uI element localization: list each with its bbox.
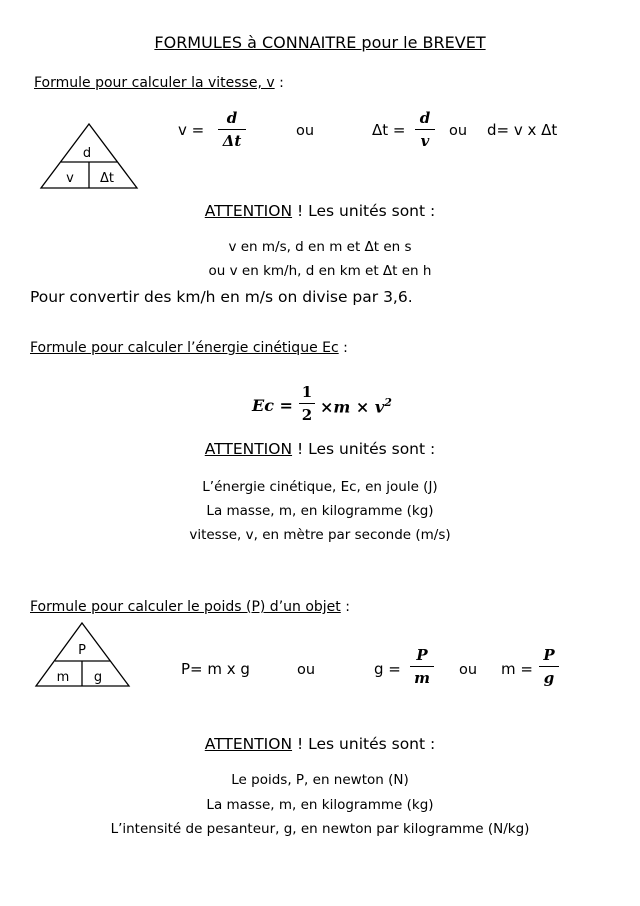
units-poids-line-1: Le poids, P, en newton (N) <box>231 772 409 788</box>
eq-temps-fraction <box>415 109 435 150</box>
eq-temps-num: d <box>419 109 431 127</box>
eq-g-lhs: g = <box>374 660 401 678</box>
heading-vitesse-colon: : <box>279 75 284 91</box>
triangle-poids-left: m <box>56 670 70 685</box>
triangle-poids-diagram <box>34 620 132 690</box>
eq-m-den: g <box>543 669 555 687</box>
eq-ec-fraction <box>299 383 315 424</box>
eq-m-num: P <box>543 646 555 664</box>
or-text-4: ou <box>459 662 478 678</box>
eq-g-fraction <box>410 646 434 687</box>
eq-vitesse-num: d <box>226 109 238 127</box>
conversion-note: Pour convertir des km/h en m/s on divise par 3,6. <box>30 288 413 306</box>
eq-ec-den: 2 <box>301 406 313 424</box>
triangle-vitesse-diagram <box>38 120 140 192</box>
fraction-bar <box>410 666 434 667</box>
eq-poids: P= m x g <box>181 660 250 678</box>
eq-ec-num: 1 <box>301 383 313 401</box>
units-vitesse-line-2: ou v en km/h, d en km et Δt en h <box>208 263 432 279</box>
attention-word: ATTENTION <box>204 202 293 220</box>
eq-distance: d= v x Δt <box>487 121 558 139</box>
eq-vitesse-den: Δt <box>222 132 242 150</box>
units-poids-line-2: La masse, m, en kilogramme (kg) <box>206 797 434 813</box>
triangle-vitesse-right: Δt <box>100 171 114 186</box>
or-text-3: ou <box>297 662 316 678</box>
triangle-poids-right: g <box>93 670 103 685</box>
units-energie-line-2: La masse, m, en kilogramme (kg) <box>206 503 434 519</box>
eq-g-num: P <box>416 646 428 664</box>
eq-temps-lhs: Δt = <box>372 121 406 139</box>
triangle-vitesse-top: d <box>82 146 92 161</box>
heading-energie-colon: : <box>343 340 348 356</box>
attention-word: ATTENTION <box>204 735 293 753</box>
or-text-1: ou <box>296 123 315 139</box>
attention-rest: ! Les unités sont : <box>297 735 436 753</box>
fraction-bar <box>539 666 559 667</box>
units-energie-line-1: L’énergie cinétique, Ec, en joule (J) <box>202 479 438 495</box>
heading-energie <box>30 340 348 356</box>
heading-poids-colon: : <box>345 599 350 615</box>
heading-vitesse <box>34 75 284 91</box>
heading-vitesse-text: Formule pour calculer la vitesse, v <box>34 75 275 91</box>
eq-ec-rhs-text: ×m × v <box>320 397 385 417</box>
attention-rest: ! Les unités sont : <box>297 440 436 458</box>
triangle-poids-top: P <box>78 643 86 658</box>
eq-vitesse-fraction <box>218 109 246 150</box>
eq-m-fraction <box>539 646 559 687</box>
eq-ec-lhs: Ec = <box>252 396 293 415</box>
fraction-bar <box>415 129 435 130</box>
heading-poids <box>30 599 350 615</box>
eq-ec-exponent: 2 <box>384 396 392 409</box>
units-energie-line-3: vitesse, v, en mètre par seconde (m/s) <box>189 527 451 543</box>
heading-energie-text: Formule pour calculer l’énergie cinétique Ec <box>30 340 339 356</box>
or-text-2: ou <box>449 123 468 139</box>
attention-vitesse <box>0 202 640 220</box>
fraction-bar <box>218 129 246 130</box>
attention-poids <box>0 735 640 753</box>
eq-vitesse-lhs: v = <box>178 121 205 139</box>
units-poids-line-3: L’intensité de pesanteur, g, en newton par kilogramme (N/kg) <box>110 821 530 837</box>
attention-word: ATTENTION <box>204 440 293 458</box>
attention-rest: ! Les unités sont : <box>297 202 436 220</box>
triangle-vitesse-left: v <box>66 171 74 186</box>
units-vitesse-line-1: v en m/s, d en m et Δt en s <box>228 239 412 255</box>
eq-m-lhs: m = <box>501 660 533 678</box>
eq-temps-den: v <box>420 132 430 150</box>
eq-ec-rhs <box>320 396 392 416</box>
page-title: FORMULES à CONNAITRE pour le BREVET <box>154 33 486 52</box>
attention-energie <box>0 440 640 458</box>
fraction-bar <box>299 403 315 404</box>
eq-g-den: m <box>414 669 430 687</box>
heading-poids-text: Formule pour calculer le poids (P) d’un objet <box>30 599 341 615</box>
